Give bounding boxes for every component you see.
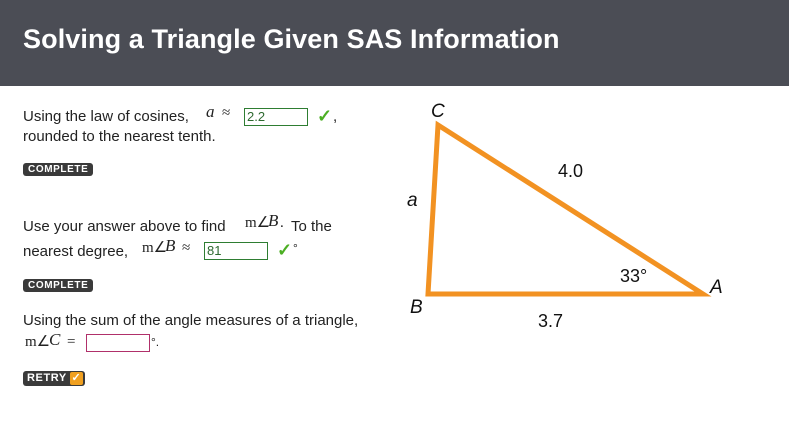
q1-text-line2: rounded to the nearest tenth. [23,128,216,145]
vertex-a-label: A [710,277,723,298]
q1-check-icon: ✓ [317,106,333,126]
q1-comma: , [333,108,338,125]
q3-equals: = [67,334,76,350]
q2-answer-input[interactable]: 81 [204,242,268,260]
q2-check-icon: ✓ [277,240,293,260]
q3-text-line1: Using the sum of the angle measures of a triangle, [23,312,359,329]
q2-text-line2: nearest degree, [23,243,129,260]
q1-answer-input[interactable]: 2.2 [244,108,308,126]
q1-text-line1: Using the law of cosines, [23,108,189,125]
q1-status-badge: COMPLETE [23,163,93,176]
q2-status-badge: COMPLETE [23,279,93,292]
side-ac-label: 4.0 [558,161,584,181]
q3-m-angle: m∠ [25,334,51,350]
q2-degree: ° [293,241,298,255]
retry-label: RETRY [27,372,67,384]
q2-text-line1b: To the [291,218,332,235]
q1-approx: ≈ [222,105,231,121]
side-a-label: a [407,190,418,211]
q3-var-c: C [49,330,61,349]
q3-degree: °. [151,335,160,349]
triangle-shape [428,125,703,294]
angle-a-label: 33° [620,266,648,286]
side-ab-label: 3.7 [538,311,564,331]
vertex-b-label: B [410,297,423,318]
q2-m-angle-2: m∠ [142,240,168,256]
vertex-c-label: C [431,101,445,122]
q2-var-b-2: B [165,236,176,255]
q2-dot: . [280,215,284,231]
q2-m-angle: m∠ [245,215,271,231]
page-title: Solving a Triangle Given SAS Information [23,24,560,54]
q2-approx: ≈ [182,240,191,256]
q1-var-a: a [206,102,215,121]
q2-var-b: B [268,211,279,230]
retry-check-icon: ✓ [71,372,82,384]
q2-text-line1: Use your answer above to find [23,218,226,235]
